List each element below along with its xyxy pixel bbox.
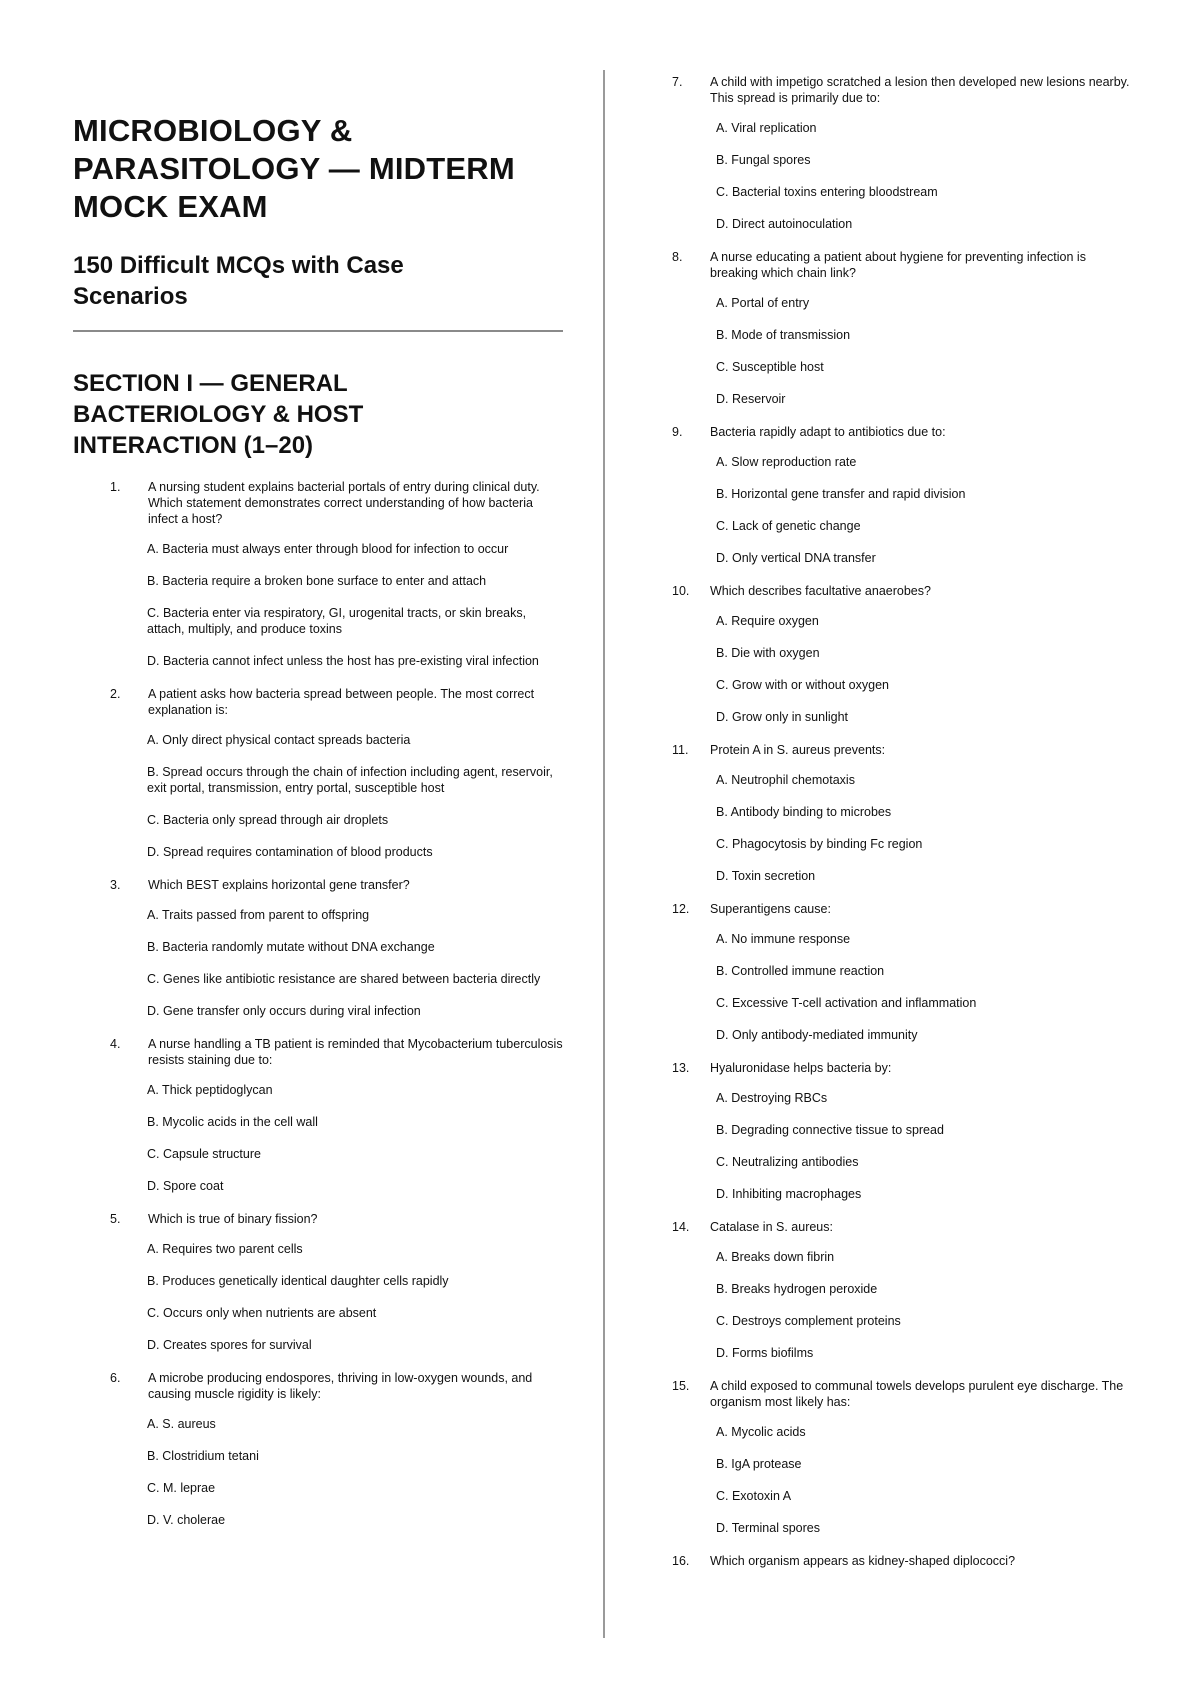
question-item — [672, 1378, 1132, 1536]
question-item — [73, 877, 565, 1019]
question-number: 3. — [110, 878, 121, 892]
title-line: MOCK EXAM — [73, 189, 268, 224]
question-number: 7. — [672, 75, 683, 89]
answer-option: B. Mode of transmission — [716, 328, 851, 342]
question-stem — [73, 1036, 565, 1068]
question-item — [672, 1060, 1132, 1202]
question-text: A patient asks how bacteria spread between people. The most correct explanation is: — [148, 687, 535, 717]
question-number: 14. — [672, 1220, 690, 1234]
question-text: Which organism appears as kidney-shaped diplococci? — [710, 1554, 1016, 1568]
question-stem — [672, 901, 1132, 917]
answer-option: D. Spore coat — [147, 1179, 224, 1193]
title-line: MICROBIOLOGY & — [73, 113, 353, 148]
answer-option: B. Spread occurs through the chain of infection including agent, reservoir, exit portal, transmission, entry portal, susceptible host — [147, 765, 553, 795]
question-item — [672, 424, 1132, 566]
question-number: 2. — [110, 687, 121, 701]
section-heading — [73, 368, 565, 461]
page-title — [73, 112, 565, 226]
question-stem — [672, 742, 1132, 758]
question-item — [672, 249, 1132, 407]
answer-option: B. Produces genetically identical daughter cells rapidly — [147, 1274, 449, 1288]
answer-option: B. Degrading connective tissue to spread — [716, 1123, 944, 1137]
answer-option: B. Bacteria require a broken bone surface to enter and attach — [147, 574, 487, 588]
answer-option: D. V. cholerae — [147, 1513, 226, 1527]
section-line: SECTION I — GENERAL — [73, 370, 348, 397]
answer-option: C. Susceptible host — [716, 360, 824, 374]
question-stem — [672, 583, 1132, 599]
answer-option: D. Bacteria cannot infect unless the host has pre-existing viral infection — [147, 654, 539, 668]
answer-option: D. Only antibody-mediated immunity — [716, 1028, 918, 1042]
question-text: A child with impetigo scratched a lesion then developed new lesions nearby. This spread is primarily due to: — [710, 75, 1130, 105]
answer-option: D. Spread requires contamination of blood products — [147, 845, 433, 859]
question-stem — [672, 74, 1132, 106]
question-stem — [73, 479, 565, 527]
question-item — [672, 742, 1132, 884]
left-question-list — [73, 479, 565, 1528]
question-stem — [73, 1370, 565, 1402]
question-text: Bacteria rapidly adapt to antibiotics due to: — [710, 425, 946, 439]
question-text: Protein A in S. aureus prevents: — [710, 743, 886, 757]
question-stem — [672, 1553, 1132, 1569]
question-item — [73, 1036, 565, 1194]
answer-option: C. Grow with or without oxygen — [716, 678, 889, 692]
answer-option: A. Destroying RBCs — [716, 1091, 828, 1105]
answer-option: D. Inhibiting macrophages — [716, 1187, 862, 1201]
answer-option: C. Occurs only when nutrients are absent — [147, 1306, 377, 1320]
question-item — [672, 1553, 1132, 1569]
title-divider — [73, 330, 563, 332]
answer-option: B. IgA protease — [716, 1457, 802, 1471]
answer-option: C. M. leprae — [147, 1481, 216, 1495]
answer-option: C. Bacteria enter via respiratory, GI, urogenital tracts, or skin breaks, attach, multiply, and produce toxins — [147, 606, 527, 636]
answer-option: C. Capsule structure — [147, 1147, 261, 1161]
question-text: Which BEST explains horizontal gene transfer? — [148, 878, 410, 892]
question-stem — [672, 1219, 1132, 1235]
subtitle-line: Scenarios — [73, 283, 188, 310]
answer-option: D. Direct autoinoculation — [716, 217, 853, 231]
question-number: 12. — [672, 902, 690, 916]
answer-option: C. Neutralizing antibodies — [716, 1155, 859, 1169]
question-number: 1. — [110, 480, 121, 494]
question-text: Which is true of binary fission? — [148, 1212, 318, 1226]
answer-option: B. Mycolic acids in the cell wall — [147, 1115, 318, 1129]
answer-option: A. Bacteria must always enter through blood for infection to occur — [147, 542, 509, 556]
answer-option: C. Excessive T-cell activation and inflammation — [716, 996, 977, 1010]
subtitle-line: 150 Difficult MCQs with Case — [73, 252, 404, 279]
question-item — [672, 74, 1132, 232]
question-item — [73, 479, 565, 669]
question-text: A nursing student explains bacterial portals of entry during clinical duty. Which statement demonstrates correct understanding of how bacteria infect a host? — [148, 480, 540, 526]
answer-option: D. Only vertical DNA transfer — [716, 551, 876, 565]
question-text: Which describes facultative anaerobes? — [710, 584, 931, 598]
answer-option: A. No immune response — [716, 932, 851, 946]
question-item — [672, 901, 1132, 1043]
question-text: A microbe producing endospores, thriving in low-oxygen wounds, and causing muscle rigidity is likely: — [148, 1371, 533, 1401]
question-text: Superantigens cause: — [710, 902, 831, 916]
question-item — [73, 686, 565, 860]
question-stem — [672, 1378, 1132, 1410]
answer-option: D. Creates spores for survival — [147, 1338, 312, 1352]
answer-option: A. Only direct physical contact spreads bacteria — [147, 733, 411, 747]
answer-option: B. Horizontal gene transfer and rapid division — [716, 487, 966, 501]
answer-option: A. Require oxygen — [716, 614, 819, 628]
question-text: A child exposed to communal towels develops purulent eye discharge. The organism most likely has: — [710, 1379, 1124, 1409]
question-item — [672, 583, 1132, 725]
question-text: Catalase in S. aureus: — [710, 1220, 833, 1234]
question-number: 5. — [110, 1212, 121, 1226]
question-text: A nurse educating a patient about hygiene for preventing infection is breaking which chain link? — [710, 250, 1086, 280]
answer-option: C. Phagocytosis by binding Fc region — [716, 837, 923, 851]
answer-option: D. Gene transfer only occurs during viral infection — [147, 1004, 421, 1018]
answer-option: A. Neutrophil chemotaxis — [716, 773, 855, 787]
question-stem — [672, 249, 1132, 281]
answer-option: B. Antibody binding to microbes — [716, 805, 892, 819]
answer-option: C. Genes like antibiotic resistance are shared between bacteria directly — [147, 972, 541, 986]
answer-option: B. Breaks hydrogen peroxide — [716, 1282, 878, 1296]
question-item — [73, 1211, 565, 1353]
answer-option: A. S. aureus — [147, 1417, 216, 1431]
question-stem — [73, 1211, 565, 1227]
column-divider — [603, 70, 605, 1638]
answer-option: A. Portal of entry — [716, 296, 810, 310]
answer-option: C. Exotoxin A — [716, 1489, 792, 1503]
answer-option: A. Slow reproduction rate — [716, 455, 857, 469]
answer-option: A. Thick peptidoglycan — [147, 1083, 273, 1097]
question-number: 4. — [110, 1037, 121, 1051]
question-stem — [672, 424, 1132, 440]
answer-option: A. Viral replication — [716, 121, 817, 135]
answer-option: A. Traits passed from parent to offspring — [147, 908, 370, 922]
section-line: BACTERIOLOGY & HOST — [73, 401, 364, 428]
question-number: 16. — [672, 1554, 690, 1568]
question-text: A nurse handling a TB patient is reminded that Mycobacterium tuberculosis resists staining due to: — [148, 1037, 563, 1067]
question-number: 8. — [672, 250, 683, 264]
question-number: 15. — [672, 1379, 690, 1393]
question-stem — [672, 1060, 1132, 1076]
page-subtitle — [73, 250, 565, 312]
question-number: 13. — [672, 1061, 690, 1075]
answer-option: B. Fungal spores — [716, 153, 811, 167]
answer-option: C. Bacterial toxins entering bloodstream — [716, 185, 938, 199]
answer-option: A. Mycolic acids — [716, 1425, 806, 1439]
answer-option: D. Forms biofilms — [716, 1346, 814, 1360]
answer-option: D. Grow only in sunlight — [716, 710, 849, 724]
title-line: PARASITOLOGY — MIDTERM — [73, 151, 515, 186]
question-number: 10. — [672, 584, 690, 598]
answer-option: D. Toxin secretion — [716, 869, 816, 883]
question-number: 6. — [110, 1371, 121, 1385]
answer-option: C. Lack of genetic change — [716, 519, 861, 533]
question-item — [672, 1219, 1132, 1361]
right-question-list — [672, 74, 1132, 1569]
answer-option: D. Reservoir — [716, 392, 786, 406]
answer-option: A. Requires two parent cells — [147, 1242, 303, 1256]
question-stem — [73, 877, 565, 893]
answer-option: C. Destroys complement proteins — [716, 1314, 901, 1328]
answer-option: B. Clostridium tetani — [147, 1449, 259, 1463]
answer-option: D. Terminal spores — [716, 1521, 820, 1535]
question-text: Hyaluronidase helps bacteria by: — [710, 1061, 892, 1075]
section-line: INTERACTION (1–20) — [73, 432, 314, 459]
right-column — [672, 74, 1132, 1569]
answer-option: A. Breaks down fibrin — [716, 1250, 835, 1264]
answer-option: B. Die with oxygen — [716, 646, 820, 660]
question-number: 11. — [672, 743, 689, 757]
answer-option: B. Controlled immune reaction — [716, 964, 885, 978]
answer-option: C. Bacteria only spread through air droplets — [147, 813, 389, 827]
question-number: 9. — [672, 425, 683, 439]
question-item — [73, 1370, 565, 1528]
answer-option: B. Bacteria randomly mutate without DNA exchange — [147, 940, 435, 954]
left-column — [73, 112, 565, 1528]
question-stem — [73, 686, 565, 718]
